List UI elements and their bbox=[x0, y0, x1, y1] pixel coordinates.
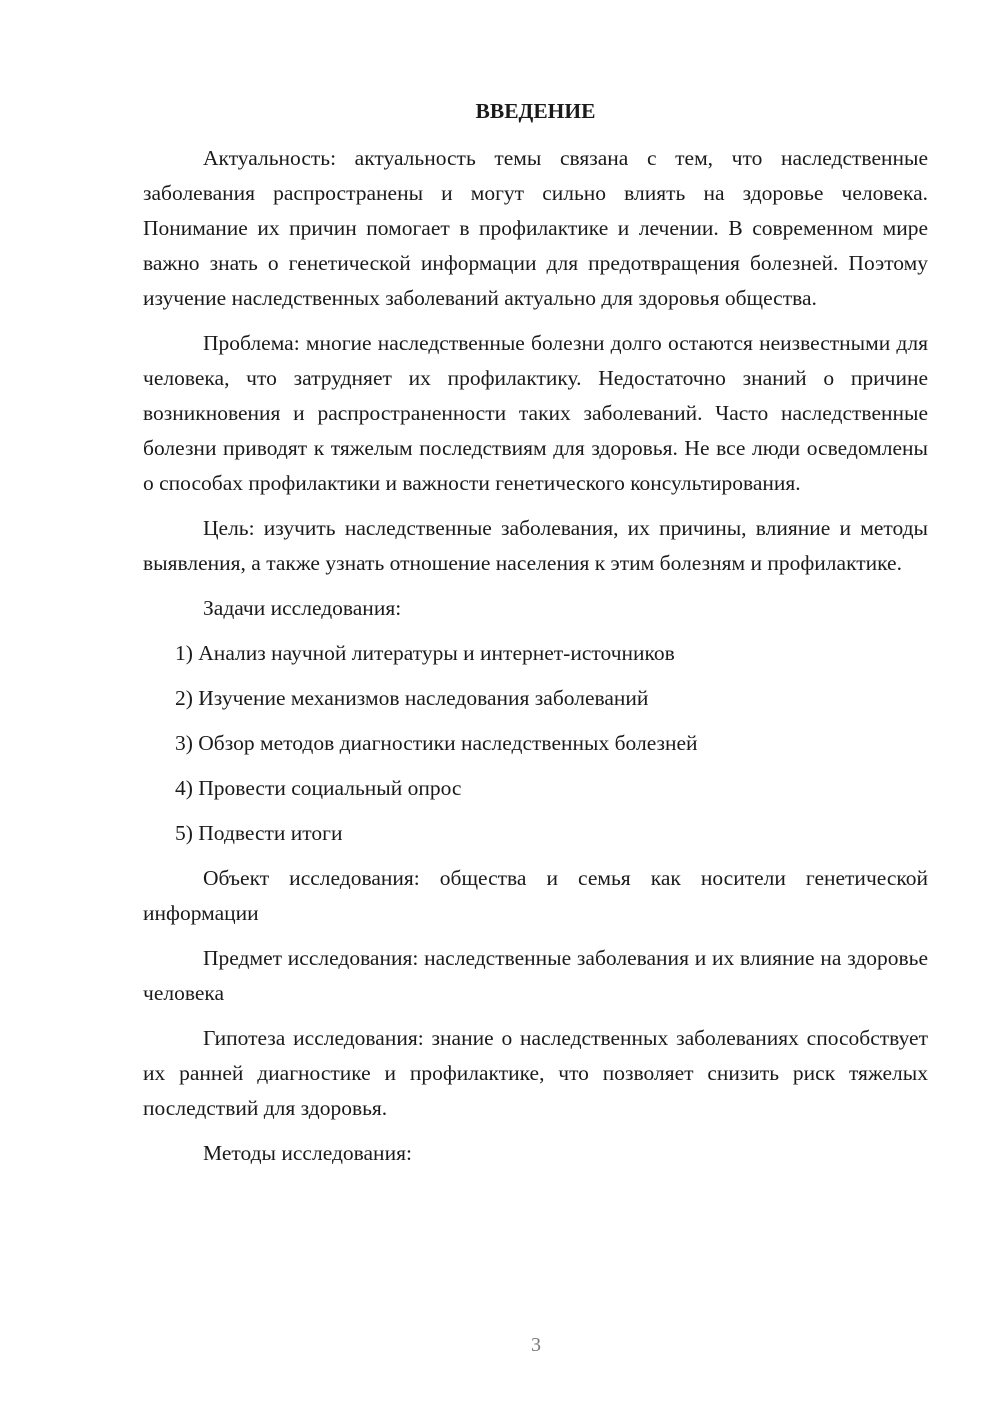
relevance-paragraph: Актуальность: актуальность темы связана с тем, что наследственные заболевания распространены и могут сильно влиять на здоровье человека. Понимание их причин помогает в профилактике и лечении. В современном мире важно знать о генетической информации для предотвращения болезней. Поэтому изучение наследственных заболеваний актуально для здоровья общества. bbox=[143, 146, 928, 310]
task-item: 4) Провести социальный опрос bbox=[175, 776, 462, 800]
problem-paragraph: Проблема: многие наследственные болезни долго остаются неизвестными для человека, что затрудняет их профилактику. Недостаточно знаний о причине возникновения и распространенности таких заболеваний. Часто наследственные болезни приводят к тяжелым последствиям для здоровья. Не все люди осведомлены о способах профилактики и важности генетического консультирования. bbox=[143, 331, 928, 495]
tasks-list bbox=[143, 636, 928, 851]
page-number: 3 bbox=[531, 1334, 541, 1356]
object-paragraph: Объект исследования: общества и семья как носители генетической информации bbox=[143, 866, 928, 925]
goal-paragraph: Цель: изучить наследственные заболевания, их причины, влияние и методы выявления, а также узнать отношение населения к этим болезням и профилактике. bbox=[143, 516, 928, 575]
tasks-label: Задачи исследования: bbox=[203, 596, 402, 620]
task-item: 5) Подвести итоги bbox=[175, 821, 343, 845]
subject-paragraph: Предмет исследования: наследственные заболевания и их влияние на здоровье человека bbox=[143, 946, 928, 1005]
task-item: 3) Обзор методов диагностики наследственных болезней bbox=[175, 731, 698, 755]
hypothesis-paragraph: Гипотеза исследования: знание о наследственных заболеваниях способствует их ранней диагностике и профилактике, что позволяет снизить риск тяжелых последствий для здоровья. bbox=[143, 1026, 928, 1120]
section-heading: ВВЕДЕНИЕ bbox=[475, 99, 596, 123]
task-item: 2) Изучение механизмов наследования заболеваний bbox=[175, 686, 649, 710]
document-page bbox=[143, 94, 928, 1181]
methods-label: Методы исследования: bbox=[203, 1141, 412, 1165]
task-item: 1) Анализ научной литературы и интернет-источников bbox=[175, 641, 675, 665]
